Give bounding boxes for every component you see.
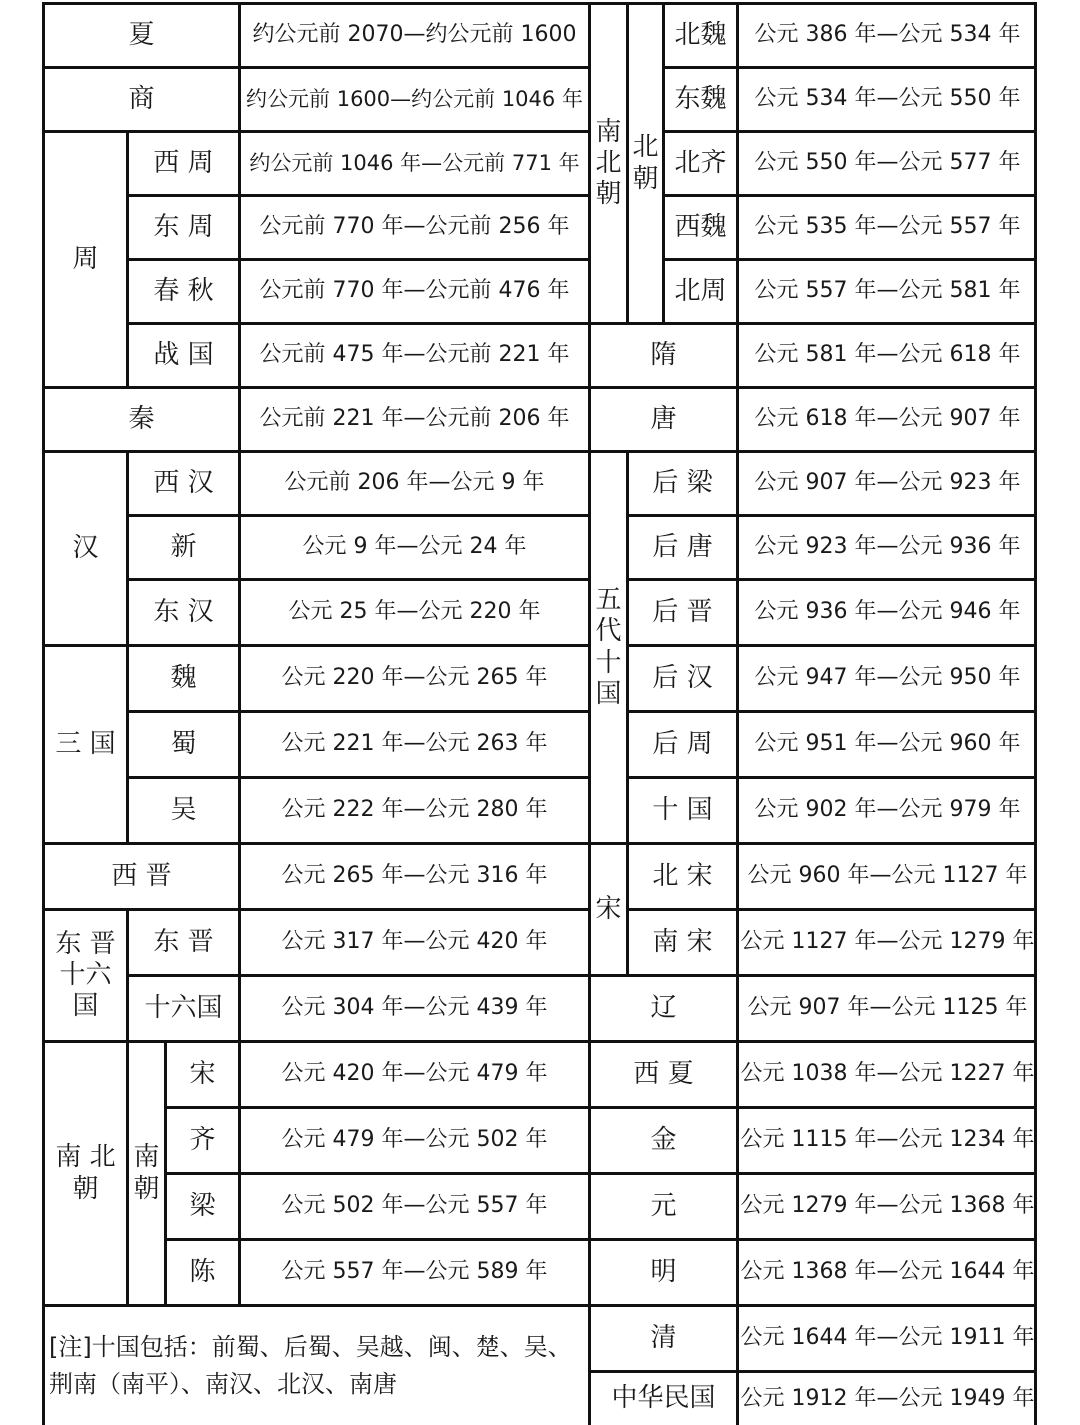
dynasty-nan-qi: 齐 [164,1106,238,1172]
period-houtang: 公元 923 年—公元 936 年 [736,514,1036,578]
period-beisong: 公元 960 年—公元 1127 年 [736,842,1036,908]
dynasty-nan-chen: 陈 [164,1238,238,1304]
dynasty-xixia: 西 夏 [588,1040,736,1106]
period-beiqi: 公元 550 年—公元 577 年 [736,130,1036,194]
dynasty-wei: 魏 [126,644,238,710]
dynasty-shiliuguo: 十六国 [126,974,238,1040]
period-nan-qi: 公元 479 年—公元 502 年 [238,1106,588,1172]
period-minguo: 公元 1912 年—公元 1949 年 [736,1370,1036,1425]
dynasty-houjin: 后 晋 [626,578,736,644]
group-wudai-shiguo: 五 代 十 国 [588,450,626,842]
group-nanchao: 南 朝 [126,1040,164,1304]
period-shang: 约公元前 1600—约公元前 1046 年 [238,66,588,130]
period-chunqiu: 公元前 770 年—公元前 476 年 [238,258,588,322]
dynasty-beiwei: 北魏 [662,2,736,66]
group-dongjin-16guo: 东 晋 十六 国 [42,908,126,1040]
dynasty-houliang: 后 梁 [626,450,736,514]
dynasty-zhanguo: 战 国 [126,322,238,386]
period-qin: 公元前 221 年—公元前 206 年 [238,386,588,450]
dynasty-xin: 新 [126,514,238,578]
group-zhou: 周 [42,130,126,386]
dynasty-dongjin: 东 晋 [126,908,238,974]
period-shiliuguo: 公元 304 年—公元 439 年 [238,974,588,1040]
dynasty-shang: 商 [42,66,238,130]
period-houjin: 公元 936 年—公元 946 年 [736,578,1036,644]
period-nan-liang: 公元 502 年—公元 557 年 [238,1172,588,1238]
dynasty-xia: 夏 [42,2,238,66]
period-beizhou: 公元 557 年—公元 581 年 [736,258,1036,322]
period-xihan: 公元前 206 年—公元 9 年 [238,450,588,514]
period-ming: 公元 1368 年—公元 1644 年 [736,1238,1036,1304]
period-houliang: 公元 907 年—公元 923 年 [736,450,1036,514]
dynasty-dongwei: 东魏 [662,66,736,130]
group-song: 宋 [588,842,626,974]
dynasty-donghan: 东 汉 [126,578,238,644]
period-houhan: 公元 947 年—公元 950 年 [736,644,1036,710]
period-xin: 公元 9 年—公元 24 年 [238,514,588,578]
table-right-border [1034,2,1037,1425]
period-xia: 约公元前 2070—约公元前 1600 [238,2,588,66]
dynasty-houhan: 后 汉 [626,644,736,710]
dynasty-qing: 清 [588,1304,736,1370]
dynasty-xihan: 西 汉 [126,450,238,514]
period-xizhou: 约公元前 1046 年—公元前 771 年 [238,130,588,194]
dynasty-xijin: 西 晋 [42,842,238,908]
dynasty-liao: 辽 [588,974,736,1040]
period-nan-chen: 公元 557 年—公元 589 年 [238,1238,588,1304]
dynasty-chunqiu: 春 秋 [126,258,238,322]
dynasty-beizhou: 北周 [662,258,736,322]
period-shiguo: 公元 902 年—公元 979 年 [736,776,1036,842]
dynasty-tang: 唐 [588,386,736,450]
period-tang: 公元 618 年—公元 907 年 [736,386,1036,450]
dynasty-shiguo: 十 国 [626,776,736,842]
period-donghan: 公元 25 年—公元 220 年 [238,578,588,644]
period-xiwei: 公元 535 年—公元 557 年 [736,194,1036,258]
dynasty-wu: 吴 [126,776,238,842]
period-zhanguo: 公元前 475 年—公元前 221 年 [238,322,588,386]
period-wu: 公元 222 年—公元 280 年 [238,776,588,842]
dynasty-houzhou: 后 周 [626,710,736,776]
period-houzhou: 公元 951 年—公元 960 年 [736,710,1036,776]
dynasty-qin: 秦 [42,386,238,450]
group-beichao: 北 朝 [626,2,662,322]
period-qing: 公元 1644 年—公元 1911 年 [736,1304,1036,1370]
dynasty-jin: 金 [588,1106,736,1172]
period-dongzhou: 公元前 770 年—公元前 256 年 [238,194,588,258]
group-sanguo: 三 国 [42,644,126,842]
dynasty-beiqi: 北齐 [662,130,736,194]
dynasty-xizhou: 西 周 [126,130,238,194]
dynasty-nansong: 南 宋 [626,908,736,974]
dynasty-yuan: 元 [588,1172,736,1238]
dynasty-minguo: 中华民国 [588,1370,736,1425]
dynasty-nan-song: 宋 [164,1040,238,1106]
period-yuan: 公元 1279 年—公元 1368 年 [736,1172,1036,1238]
dynasty-nan-liang: 梁 [164,1172,238,1238]
period-shu: 公元 221 年—公元 263 年 [238,710,588,776]
period-xijin: 公元 265 年—公元 316 年 [238,842,588,908]
group-han: 汉 [42,450,126,644]
dynasty-dongzhou: 东 周 [126,194,238,258]
period-nansong: 公元 1127 年—公元 1279 年 [736,908,1036,974]
period-beiwei: 公元 386 年—公元 534 年 [736,2,1036,66]
dynasty-xiwei: 西魏 [662,194,736,258]
footnote: [注]十国包括：前蜀、后蜀、吴越、闽、楚、吴、荆南（南平）、南汉、北汉、南唐 [42,1304,588,1425]
dynasty-ming: 明 [588,1238,736,1304]
period-jin: 公元 1115 年—公元 1234 年 [736,1106,1036,1172]
period-wei: 公元 220 年—公元 265 年 [238,644,588,710]
period-xixia: 公元 1038 年—公元 1227 年 [736,1040,1036,1106]
group-nanbeichao-left: 南 北 朝 [42,1040,126,1304]
dynasty-sui: 隋 [588,322,736,386]
period-sui: 公元 581 年—公元 618 年 [736,322,1036,386]
period-liao: 公元 907 年—公元 1125 年 [736,974,1036,1040]
period-nan-song: 公元 420 年—公元 479 年 [238,1040,588,1106]
dynasty-houtang: 后 唐 [626,514,736,578]
period-dongwei: 公元 534 年—公元 550 年 [736,66,1036,130]
period-dongjin: 公元 317 年—公元 420 年 [238,908,588,974]
dynasty-beisong: 北 宋 [626,842,736,908]
group-nanbeichao-right: 南 北 朝 [588,2,626,322]
dynasty-shu: 蜀 [126,710,238,776]
